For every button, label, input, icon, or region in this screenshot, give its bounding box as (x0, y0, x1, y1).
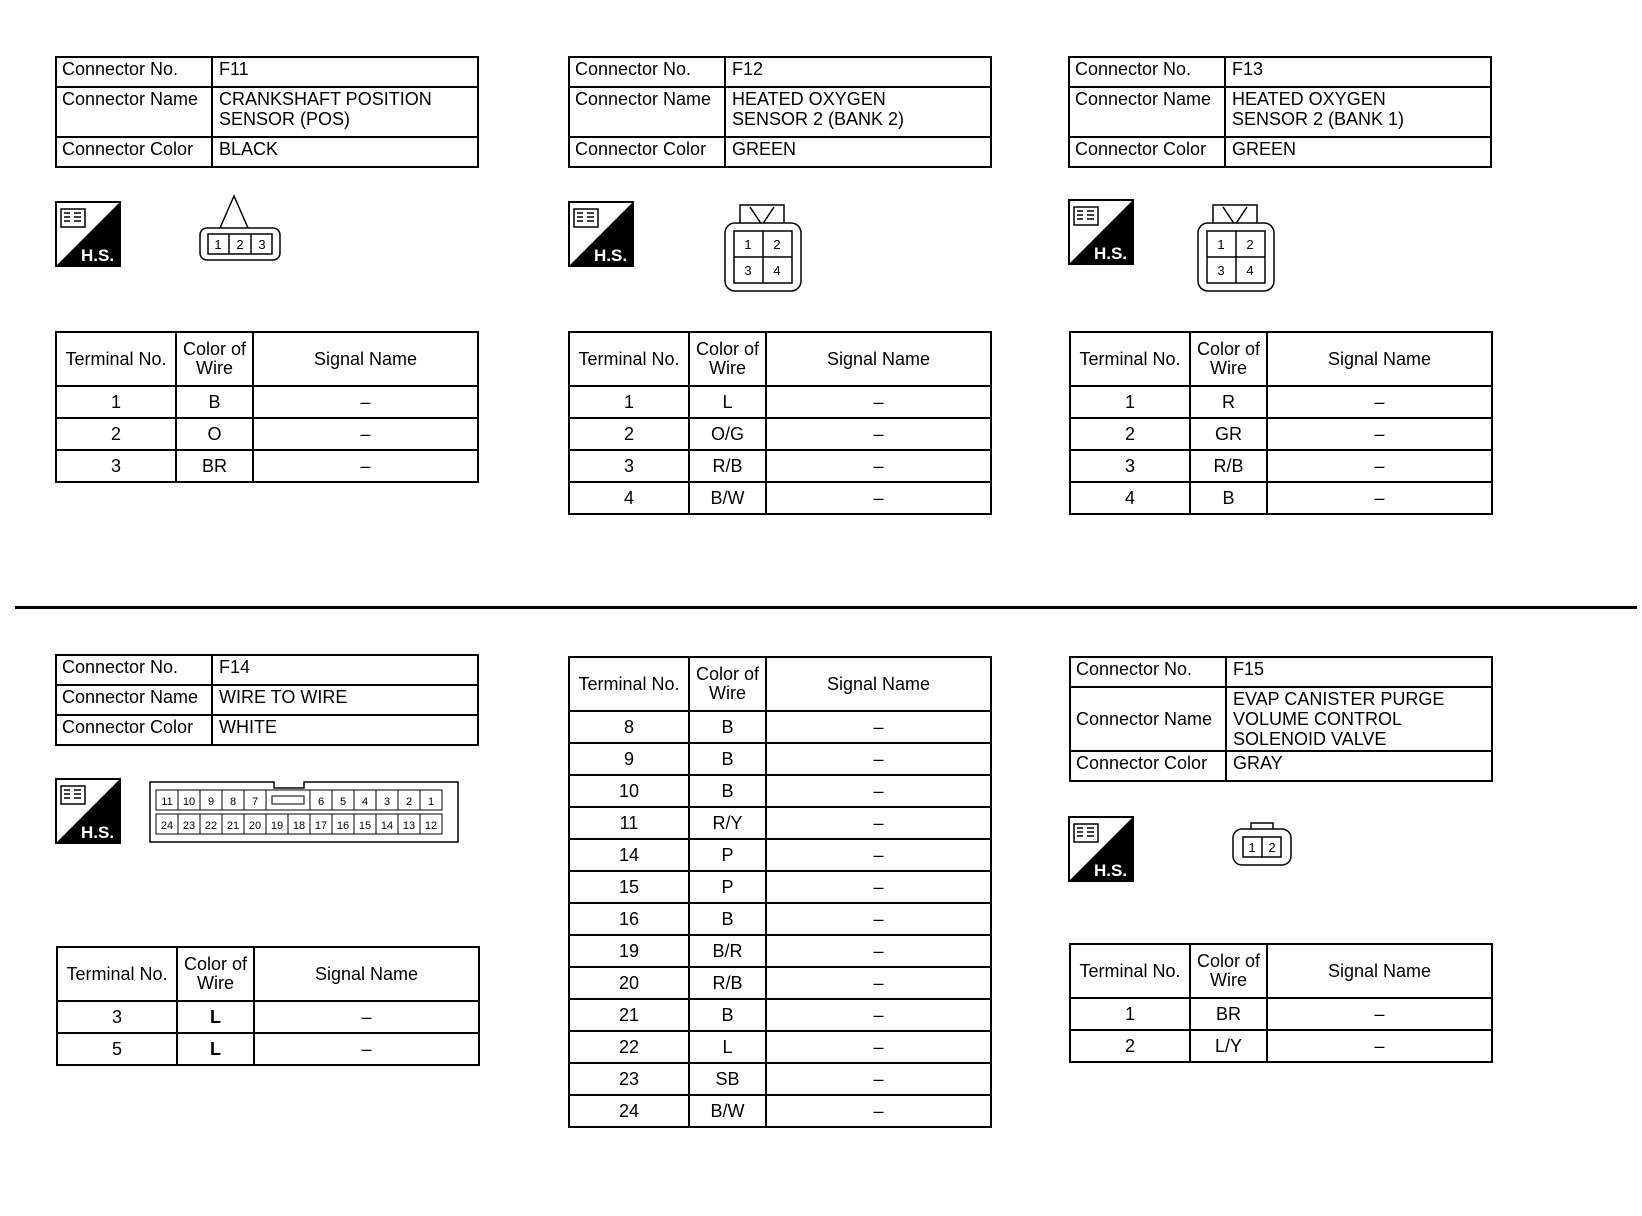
connector-name-line-2: VOLUME CONTROL (1233, 709, 1403, 729)
table-row (56, 386, 478, 418)
pin-label: 1 (214, 237, 222, 252)
hs-label: H.S. (1094, 244, 1128, 263)
pin-label: 1 (744, 237, 752, 252)
pin-label: 21 (226, 820, 240, 832)
pin-label: 2 (1268, 840, 1276, 855)
connector-no-value: F15 (1226, 657, 1492, 687)
pin-label: 6 (317, 796, 325, 808)
wire-color-cell: R/B (689, 450, 766, 482)
terminal-table-f15 (1069, 943, 1493, 1063)
connector-no-value: F11 (212, 57, 478, 87)
connector-name-line-1: HEATED OXYGEN (732, 89, 886, 109)
terminal-cell: 10 (569, 775, 689, 807)
terminal-cell: 9 (569, 743, 689, 775)
connector-info-f14 (55, 654, 479, 746)
wire-color-cell: R/B (689, 967, 766, 999)
wire-color-cell: BR (1190, 998, 1267, 1030)
pin-label: 5 (339, 796, 347, 808)
header-signal-name: Signal Name (1267, 944, 1492, 998)
terminal-cell: 22 (569, 1031, 689, 1063)
pin-label: 16 (336, 820, 350, 832)
wire-color-cell: P (689, 871, 766, 903)
signal-cell: – (766, 743, 991, 775)
harness-side-icon (1068, 199, 1134, 265)
hs-label: H.S. (594, 246, 628, 265)
pin-label: 9 (207, 796, 215, 808)
connector-no-value: F14 (212, 655, 478, 685)
pin-label: 14 (380, 820, 394, 832)
signal-cell: – (1267, 386, 1492, 418)
terminal-table-f12 (568, 331, 992, 515)
pin-label: 12 (424, 820, 438, 832)
signal-cell: – (766, 1031, 991, 1063)
table-row (569, 871, 991, 903)
table-row (1070, 1030, 1492, 1062)
connector-color-value: GRAY (1226, 751, 1492, 781)
terminal-cell: 3 (1070, 450, 1190, 482)
signal-cell: – (766, 839, 991, 871)
terminal-cell: 8 (569, 711, 689, 743)
terminal-table-f14 (56, 946, 480, 1066)
pin-label: 3 (383, 796, 391, 808)
signal-cell: – (766, 967, 991, 999)
pin-label: 1 (1248, 840, 1256, 855)
connector-face-f15 (1231, 821, 1295, 867)
signal-cell: – (766, 935, 991, 967)
connector-no-value: F13 (1225, 57, 1491, 87)
wire-color-cell: B (689, 711, 766, 743)
connector-name-value (725, 87, 991, 137)
table-row (57, 1001, 479, 1033)
connector-name-value (212, 87, 478, 137)
connector-info-f12 (568, 56, 992, 168)
table-row (569, 807, 991, 839)
signal-cell: – (253, 418, 478, 450)
header-signal-name: Signal Name (766, 332, 991, 386)
pin-label: 18 (292, 820, 306, 832)
signal-cell: – (1267, 450, 1492, 482)
connector-name-line-2: SENSOR 2 (BANK 2) (732, 109, 905, 129)
wire-color-cell: R/B (1190, 450, 1267, 482)
terminal-cell: 14 (569, 839, 689, 871)
wire-color-cell: L (689, 1031, 766, 1063)
pin-label: 22 (204, 820, 218, 832)
label-connector-no: Connector No. (1069, 57, 1225, 87)
table-row (569, 999, 991, 1031)
terminal-table-f11 (55, 331, 479, 483)
header-terminal-no: Terminal No. (57, 947, 177, 1001)
signal-cell: – (254, 1033, 479, 1065)
signal-cell: – (1267, 418, 1492, 450)
pin-label: 11 (161, 796, 173, 808)
wire-color-cell: R/Y (689, 807, 766, 839)
connector-face-f11 (196, 194, 286, 268)
connector-name-value (1226, 687, 1492, 751)
table-row (1070, 386, 1492, 418)
wire-color-cell: SB (689, 1063, 766, 1095)
label-connector-name: Connector Name (56, 685, 212, 715)
connector-name-line-3: SOLENOID VALVE (1233, 729, 1387, 749)
label-connector-no: Connector No. (569, 57, 725, 87)
table-row (569, 386, 991, 418)
header-terminal-no: Terminal No. (1070, 332, 1190, 386)
signal-cell: – (766, 1095, 991, 1127)
pin-label: 8 (229, 796, 237, 808)
wire-color-cell: B/W (689, 482, 766, 514)
table-row (569, 1031, 991, 1063)
label-connector-color: Connector Color (1070, 751, 1226, 781)
table-row (1070, 418, 1492, 450)
header-terminal-no: Terminal No. (1070, 944, 1190, 998)
signal-cell: – (253, 450, 478, 482)
wire-color-cell: B/R (689, 935, 766, 967)
terminal-cell: 4 (569, 482, 689, 514)
label-connector-color: Connector Color (56, 715, 212, 745)
connector-color-value: BLACK (212, 137, 478, 167)
signal-cell: – (766, 482, 991, 514)
terminal-cell: 19 (569, 935, 689, 967)
label-connector-name: Connector Name (1069, 87, 1225, 137)
connector-name-line-2: SENSOR (POS) (219, 109, 351, 129)
table-row (569, 775, 991, 807)
table-row (569, 450, 991, 482)
connector-name-line-1: CRANKSHAFT POSITION (219, 89, 432, 109)
wire-color-cell: P (689, 839, 766, 871)
hs-label: H.S. (81, 823, 115, 842)
pin-label: 7 (251, 796, 259, 808)
harness-side-icon (568, 201, 634, 267)
pin-label: 3 (744, 263, 752, 278)
label-connector-name: Connector Name (56, 87, 212, 137)
signal-cell: – (1267, 1030, 1492, 1062)
terminal-cell: 1 (56, 386, 176, 418)
label-connector-no: Connector No. (56, 57, 212, 87)
table-row (569, 1095, 991, 1127)
wire-color-cell: O (176, 418, 253, 450)
harness-side-icon (1068, 816, 1134, 882)
pin-label: 2 (773, 237, 781, 252)
terminal-cell: 5 (57, 1033, 177, 1065)
header-terminal-no: Terminal No. (569, 657, 689, 711)
header-signal-name: Signal Name (254, 947, 479, 1001)
terminal-table-f14-continued (568, 656, 992, 1128)
signal-cell: – (766, 871, 991, 903)
terminal-cell: 3 (569, 450, 689, 482)
pin-label: 3 (258, 237, 266, 252)
table-row (1070, 998, 1492, 1030)
pin-label: 4 (361, 796, 369, 808)
table-row (569, 935, 991, 967)
table-row (56, 418, 478, 450)
pin-label: 10 (182, 796, 196, 808)
header-signal-name: Signal Name (1267, 332, 1492, 386)
wire-color-cell: R (1190, 386, 1267, 418)
wire-color-cell: B/W (689, 1095, 766, 1127)
lock-tab (272, 796, 304, 804)
hs-label: H.S. (81, 246, 115, 265)
table-row (569, 482, 991, 514)
connector-name-line-1: EVAP CANISTER PURGE (1233, 689, 1445, 709)
header-signal-name: Signal Name (253, 332, 478, 386)
header-signal-name: Signal Name (766, 657, 991, 711)
pin-label: 4 (773, 263, 781, 278)
harness-side-icon (55, 778, 121, 844)
pin-label: 17 (314, 820, 328, 832)
wire-color-cell: GR (1190, 418, 1267, 450)
table-row (56, 450, 478, 482)
pin-label: 2 (1246, 237, 1254, 252)
terminal-cell: 1 (1070, 386, 1190, 418)
signal-cell: – (766, 807, 991, 839)
connector-name-value: WIRE TO WIRE (212, 685, 478, 715)
terminal-cell: 2 (1070, 418, 1190, 450)
section-divider (15, 606, 1637, 609)
terminal-cell: 1 (569, 386, 689, 418)
wire-color-cell: L (177, 1033, 254, 1065)
header-color-of-wire: Color of Wire (176, 332, 253, 386)
table-row (57, 1033, 479, 1065)
wire-color-cell: L (689, 386, 766, 418)
signal-cell: – (766, 450, 991, 482)
pin-label: 2 (236, 237, 244, 252)
connector-color-value: GREEN (1225, 137, 1491, 167)
terminal-table-f13 (1069, 331, 1493, 515)
connector-name-line-1: HEATED OXYGEN (1232, 89, 1386, 109)
terminal-cell: 2 (1070, 1030, 1190, 1062)
wire-color-cell: L/Y (1190, 1030, 1267, 1062)
signal-cell: – (1267, 998, 1492, 1030)
harness-side-icon (55, 201, 121, 267)
signal-cell: – (254, 1001, 479, 1033)
connector-name-value (1225, 87, 1491, 137)
signal-cell: – (766, 999, 991, 1031)
pin-label: 1 (427, 796, 435, 808)
table-row (569, 967, 991, 999)
table-row (569, 839, 991, 871)
table-row (1070, 482, 1492, 514)
header-terminal-no: Terminal No. (569, 332, 689, 386)
wire-color-cell: B (176, 386, 253, 418)
pin-label: 19 (270, 820, 284, 832)
header-terminal-no: Terminal No. (56, 332, 176, 386)
pin-label: 2 (405, 796, 413, 808)
table-row (569, 1063, 991, 1095)
wire-color-cell: L (177, 1001, 254, 1033)
terminal-cell: 2 (569, 418, 689, 450)
terminal-cell: 21 (569, 999, 689, 1031)
pin-label: 13 (402, 820, 416, 832)
terminal-cell: 1 (1070, 998, 1190, 1030)
header-color-of-wire: Color of Wire (177, 947, 254, 1001)
wire-color-cell: B (1190, 482, 1267, 514)
signal-cell: – (766, 1063, 991, 1095)
header-color-of-wire: Color of Wire (689, 332, 766, 386)
terminal-cell: 15 (569, 871, 689, 903)
terminal-cell: 24 (569, 1095, 689, 1127)
signal-cell: – (766, 711, 991, 743)
label-connector-no: Connector No. (56, 655, 212, 685)
wire-color-cell: O/G (689, 418, 766, 450)
header-color-of-wire: Color of Wire (1190, 944, 1267, 998)
table-row (569, 418, 991, 450)
terminal-cell: 16 (569, 903, 689, 935)
wire-color-cell: BR (176, 450, 253, 482)
connector-info-f11 (55, 56, 479, 168)
pin-label: 24 (160, 820, 174, 832)
pin-label: 20 (248, 820, 262, 832)
connector-color-value: WHITE (212, 715, 478, 745)
wire-color-cell: B (689, 903, 766, 935)
signal-cell: – (253, 386, 478, 418)
pin-label: 23 (182, 820, 196, 832)
terminal-cell: 4 (1070, 482, 1190, 514)
table-row (569, 903, 991, 935)
pin-label: 4 (1246, 263, 1254, 278)
connector-info-f13 (1068, 56, 1492, 168)
label-connector-name: Connector Name (569, 87, 725, 137)
wire-color-cell: B (689, 743, 766, 775)
table-row (1070, 450, 1492, 482)
table-row (569, 743, 991, 775)
hs-label: H.S. (1094, 861, 1128, 880)
connector-no-value: F12 (725, 57, 991, 87)
label-connector-color: Connector Color (56, 137, 212, 167)
terminal-cell: 20 (569, 967, 689, 999)
label-connector-color: Connector Color (1069, 137, 1225, 167)
connector-face-f13 (1195, 203, 1277, 293)
connector-info-f15 (1069, 656, 1493, 782)
connector-color-value: GREEN (725, 137, 991, 167)
signal-cell: – (766, 775, 991, 807)
terminal-cell: 3 (57, 1001, 177, 1033)
table-row (569, 711, 991, 743)
label-connector-name: Connector Name (1070, 687, 1226, 751)
connector-name-line-2: SENSOR 2 (BANK 1) (1232, 109, 1405, 129)
pin-label: 1 (1217, 237, 1225, 252)
signal-cell: – (766, 418, 991, 450)
pin-label: 15 (358, 820, 372, 832)
connector-face-f12 (722, 203, 804, 293)
signal-cell: – (1267, 482, 1492, 514)
header-color-of-wire: Color of Wire (689, 657, 766, 711)
terminal-cell: 23 (569, 1063, 689, 1095)
signal-cell: – (766, 386, 991, 418)
wire-color-cell: B (689, 775, 766, 807)
label-connector-color: Connector Color (569, 137, 725, 167)
terminal-cell: 2 (56, 418, 176, 450)
connector-face-f14 (148, 780, 460, 844)
wire-color-cell: B (689, 999, 766, 1031)
header-color-of-wire: Color of Wire (1190, 332, 1267, 386)
terminal-cell: 11 (569, 807, 689, 839)
label-connector-no: Connector No. (1070, 657, 1226, 687)
terminal-cell: 3 (56, 450, 176, 482)
pin-label: 3 (1217, 263, 1225, 278)
signal-cell: – (766, 903, 991, 935)
